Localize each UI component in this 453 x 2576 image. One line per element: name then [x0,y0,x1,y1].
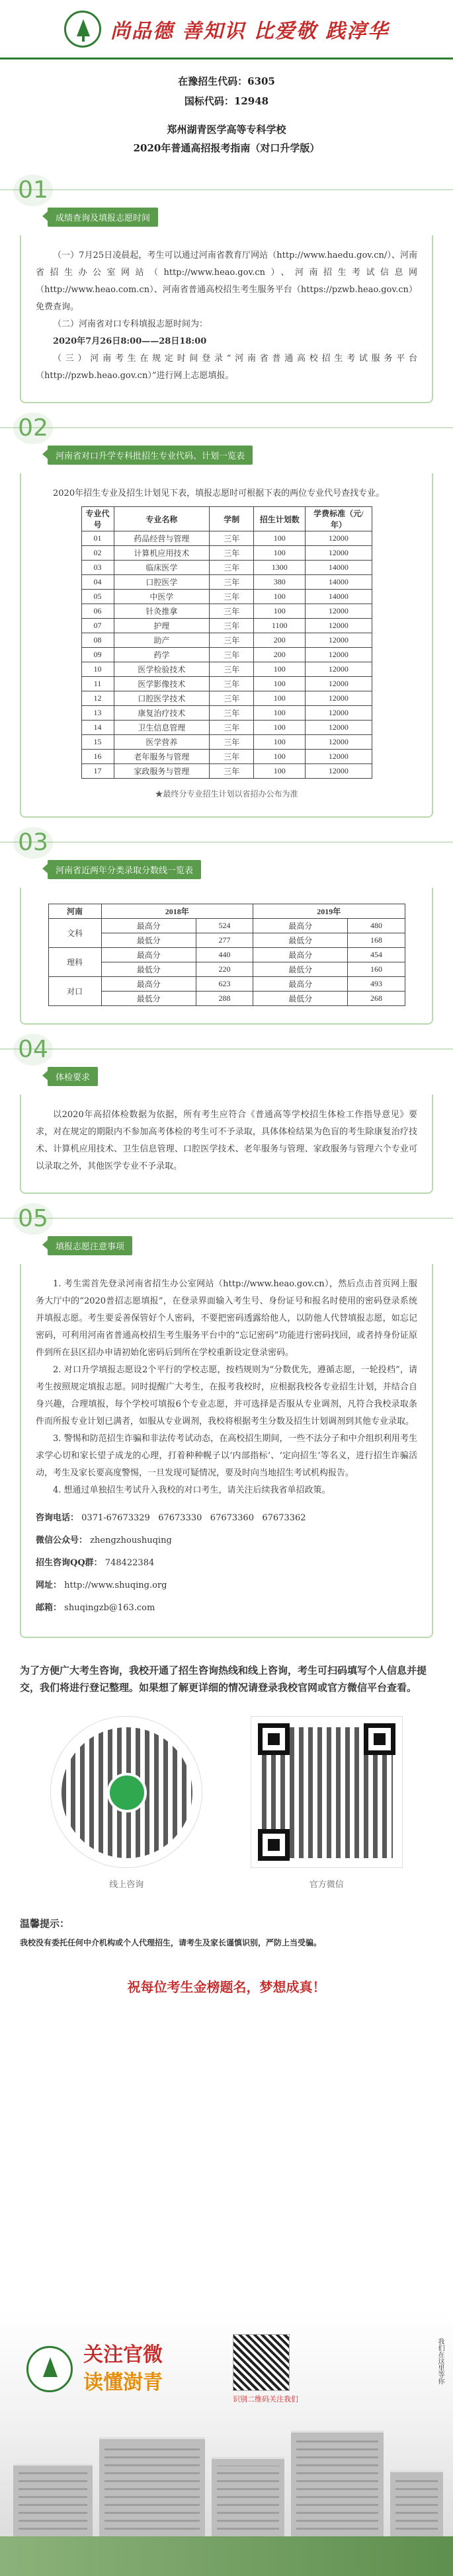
table-cell: 14000 [306,561,372,575]
table-row [48,962,405,977]
section-4-header [0,1029,453,1095]
table-cell: 04 [81,575,114,590]
table-cell: 助产 [114,633,210,648]
table-cell: 药品经营与管理 [114,531,210,546]
table-cell: 03 [81,561,114,575]
table-cell: 临床医学 [114,561,210,575]
section-divider [0,1048,453,1050]
table-cell: 623 [196,977,253,992]
table-header: 学费标准（元/年） [306,507,372,531]
table-cell: 12000 [306,531,372,546]
section-number: 04 [13,1034,53,1066]
section-number: 02 [13,412,53,444]
table-cell: 12000 [306,721,372,735]
paragraph: 3. 警惕和防范招生诈骗和非法传考试动态，在高校招生期间，一些不法分子和中介组织利用考生求学心切和家长望子成龙的心理，打着种种幌子以‘内部指标’、‘定向招生’等名义，进行招生诈骗活动，考生及家长要高度警惕，一旦发现可疑情况，要及时向当地招生考试机构报告。 [36,1434,417,1478]
category-cell: 理科 [48,948,101,977]
section-tag: 河南省对口升学专科批招生专业代码、计划一览表 [48,446,253,465]
table-cell: 医学营养 [114,735,210,750]
table-cell: 三年 [210,575,254,590]
table-cell: 12000 [306,662,372,677]
table-cell: 220 [196,962,253,977]
table-cell: 三年 [210,677,254,691]
warm-tips [0,1890,453,1950]
table-row [81,546,372,561]
table-cell: 12000 [306,750,372,764]
table-cell: 100 [254,531,306,546]
qr-finder [258,1723,290,1755]
table-cell: 最高分 [253,977,347,992]
table-cell: 07 [81,619,114,633]
table-cell: 454 [348,948,405,962]
building [390,2470,443,2536]
table-cell: 12000 [306,546,372,561]
major-plan-table [81,506,372,779]
enrollment-codes [0,59,453,111]
table-cell: 02 [81,546,114,561]
table-cell: 01 [81,531,114,546]
province-code: 在豫招生代码：6305 [178,75,275,87]
table-header-row [48,904,405,919]
table-cell: 12000 [306,648,372,662]
qq-label: 招生咨询QQ群： [36,1558,103,1568]
table-cell: 1100 [254,619,306,633]
building [99,2437,205,2536]
wechat-label: 微信公众号： [36,1536,88,1545]
table-caption: ★最终分专业招生计划以省招办公布为准 [155,789,298,799]
school-logo-icon [26,2346,73,2392]
table-cell: 16 [81,750,114,764]
table-cell: 医学影像技术 [114,677,210,691]
paragraph: 以2020年高招体检数据为依据，所有考生应符合《普通高等学校招生体检工作指导意见》要求，对在规定的期限内不参加高考体检的考生可不予录取，具体体检结果为色盲的考生除康复治疗技术、计算机应用技术、卫生信息管理、口腔医学技术、老年服务与管理、家政服务与管理六个专业可以录取之外，其他医学专业不予录取。 [36,1110,417,1171]
online-consult-qr-icon[interactable] [50,1716,202,1868]
phone-number[interactable]: 67673362 [262,1513,306,1523]
table-header: 专业代号 [81,507,114,531]
table-cell: 268 [348,992,405,1006]
table-cell: 12000 [306,706,372,721]
email-label: 邮箱： [36,1603,62,1613]
table-cell: 277 [196,933,253,948]
table-row [81,561,372,575]
contact-info [36,1507,417,1620]
document-title [0,111,453,157]
table-cell: 168 [348,933,405,948]
table-row [48,992,405,1006]
table-cell: 200 [254,648,306,662]
qr-finder [364,1723,395,1755]
table-cell: 最低分 [101,933,196,948]
footer-qr [233,2334,298,2404]
table-cell: 12000 [306,691,372,706]
table-cell: 288 [196,992,253,1006]
table-cell: 三年 [210,764,254,779]
table-cell: 15 [81,735,114,750]
consult-intro: 为了方便广大考生咨询，我校开通了招生咨询热线和线上咨询，考生可扫码填写个人信息并提交，我们将进行登记整理。如果想了解更详细的情况请登录我校官网或官方微信平台查看。 [20,1664,427,1694]
table-cell: 12000 [306,633,372,648]
table-cell: 最高分 [253,948,347,962]
website-label: 网址： [36,1581,62,1590]
section-1-header [0,169,453,235]
table-cell: 三年 [210,721,254,735]
table-cell: 100 [254,750,306,764]
section-3-header [0,822,453,888]
table-row [81,531,372,546]
section-2-body [20,473,433,818]
wechat-qr-icon[interactable] [251,1716,403,1868]
table-cell: 100 [254,604,306,619]
table-cell: 380 [254,575,306,590]
table-cell: 三年 [210,735,254,750]
qr-code-row [0,1696,453,1890]
year-header: 2018年 [101,904,253,919]
table-cell: 100 [254,677,306,691]
section-divider [0,841,453,843]
section-tag: 体检要求 [48,1067,98,1086]
table-cell: 524 [196,919,253,933]
qr-online-consult [50,1716,202,1890]
table-cell: 100 [254,764,306,779]
section-number: 03 [13,827,53,859]
table-cell: 卫生信息管理 [114,721,210,735]
table-cell: 老年服务与管理 [114,750,210,764]
paragraph: （二）河南省对口专科填报志愿时间为： [53,319,208,329]
section-tag: 填报志愿注意事项 [48,1236,132,1255]
table-cell: 三年 [210,604,254,619]
application-period: 2020年7月26日8:00——28日18:00 [53,336,207,346]
table-cell: 100 [254,706,306,721]
section-divider [0,189,453,190]
building [13,2464,93,2536]
phone-number[interactable]: 67673360 [210,1513,254,1523]
table-cell: 口腔医学技术 [114,691,210,706]
section-tag: 河南省近两年分类录取分数线一览表 [48,860,201,879]
table-cell: 14000 [306,575,372,590]
table-header: 学制 [210,507,254,531]
website-line [36,1575,417,1597]
campus-buildings-image [0,2417,453,2536]
table-row [81,735,372,750]
table-cell: 100 [254,735,306,750]
qr-caption: 线上咨询 [109,1880,144,1890]
paragraph: （三）河南考生在规定时间登录“河南省普通高校招生考试服务平台（http://pzwb.heao.gov.cn）”进行网上志愿填报。 [36,354,417,381]
footer-top [0,2312,453,2404]
closing-wish: 祝每位考生金榜题名，梦想成真！ [127,1979,326,1995]
table-row [48,933,405,948]
table-cell: 06 [81,604,114,619]
phone-line [36,1507,417,1530]
table-cell: 三年 [210,531,254,546]
table-cell: 最高分 [101,919,196,933]
table-cell: 493 [348,977,405,992]
table-header: 招生计划数 [254,507,306,531]
email-link[interactable]: shuqingzb@163.com [64,1603,155,1613]
table-cell: 三年 [210,633,254,648]
paragraph: （一）7月25日凌晨起，考生可以通过河南省教育厅网站（http://www.haedu.gov.cn/）、河南省招生办公室网站（http://www.heao.gov.cn）、河南招生考试信息网（http://www.heao.com.cn）、河南省普通高校招生考生服务平台（https://pzwb.heao.gov.cn）免费查询。 [36,251,417,312]
section-5-body [20,1264,433,1638]
table-cell: 12000 [306,619,372,633]
table-cell: 12000 [306,604,372,619]
table-cell: 口腔医学 [114,575,210,590]
school-name: 郑州湖青医学高等专科学校 [167,124,286,136]
table-row [48,948,405,962]
table-row [48,919,405,933]
footer-qr-caption: 识别二维码关注我们 [233,2395,298,2403]
paragraph: 2. 对口升学填报志愿设2个平行的学校志愿，按档规则为“分数优先，遵循志愿，一轮投档”，请考生按照规定填报志愿。同时提醒广大考生，在报考我校时，应根据我校各专业招生计划，并结合自身兴趣，合理填报，每个学校可填报6个专业志愿，并可选择是否服从专业调剂，凡符合我校录取条件而所报专业计划已满者，如服从专业调剂，我校将根据考生分数及招生计划调剂到其他专业录取。 [36,1365,417,1426]
tips-text: 我校没有委托任何中介机构或个人代理招生，请考生及家长谨慎识别，严防上当受骗。 [20,1938,322,1947]
header-banner [0,0,453,59]
qr-caption: 官方微信 [309,1880,344,1890]
score-table [48,904,405,1006]
region-cell: 河南 [48,904,101,919]
table-row [81,750,372,764]
table-row [81,721,372,735]
qr-official-wechat [251,1716,403,1890]
table-cell: 17 [81,764,114,779]
table-cell: 护理 [114,619,210,633]
table-cell: 09 [81,648,114,662]
table-cell: 三年 [210,561,254,575]
table-cell: 最低分 [101,962,196,977]
table-cell: 480 [348,919,405,933]
category-cell: 对口 [48,977,101,1006]
table-cell: 家政服务与管理 [114,764,210,779]
table-cell: 100 [254,546,306,561]
year-header: 2019年 [253,904,405,919]
section-1-body [20,235,433,403]
email-line [36,1597,417,1620]
mini-program-icon [107,1773,147,1813]
table-cell: 针灸推拿 [114,604,210,619]
table-cell: 三年 [210,619,254,633]
table-row [81,633,372,648]
section-2-header [0,407,453,473]
school-logo-icon [64,11,101,48]
footer-side-text: 我们在这里等你 [436,2338,444,2384]
section-number: 05 [13,1203,53,1235]
footer-banner [0,2312,453,2576]
table-cell: 1300 [254,561,306,575]
table-cell: 医学检验技术 [114,662,210,677]
section-5-header [0,1198,453,1264]
table-cell: 12 [81,691,114,706]
table-row [48,977,405,992]
table-cell: 100 [254,721,306,735]
table-row [81,590,372,604]
phone-label: 咨询电话： [36,1513,79,1523]
section-divider [0,427,453,428]
section-4-body [20,1095,433,1194]
table-row [81,619,372,633]
table-cell: 10 [81,662,114,677]
qq-line [36,1552,417,1575]
table-cell: 440 [196,948,253,962]
table-body [81,531,372,779]
table-row [81,706,372,721]
table-cell: 最高分 [101,948,196,962]
table-cell: 计算机应用技术 [114,546,210,561]
section-tag: 成绩查询及填报志愿时间 [48,208,158,227]
table-cell: 100 [254,691,306,706]
tips-title: 温馨提示： [20,1918,70,1930]
table-row [81,575,372,590]
table-cell: 最低分 [101,992,196,1006]
category-cell: 文科 [48,919,101,948]
table-row [81,764,372,779]
table-cell: 200 [254,633,306,648]
table-cell: 12000 [306,764,372,779]
table-cell: 三年 [210,691,254,706]
table-row [81,691,372,706]
table-cell: 最低分 [253,933,347,948]
slogan-line-2: 读懂澍青 [83,2371,163,2394]
section-divider [0,1218,453,1219]
slogan-line-1: 关注官微 [83,2343,163,2366]
school-motto: 尚品德 善知识 比爱敬 践淳华 [110,19,390,43]
table-cell: 08 [81,633,114,648]
table-cell: 11 [81,677,114,691]
table-cell: 中医学 [114,590,210,604]
website-link[interactable]: http://www.shuqing.org [64,1581,167,1590]
paragraph: 4. 想通过单独招生考试升入我校的对口考生，请关注后续我省单招政策。 [53,1485,331,1495]
phone-number[interactable]: 67673330 [158,1513,202,1523]
footer-slogan [83,2341,163,2397]
table-cell: 12000 [306,735,372,750]
section-3-body [20,888,433,1025]
table-cell: 最高分 [253,919,347,933]
table-cell: 05 [81,590,114,604]
section-number: 01 [13,175,53,206]
campus-ground [0,2536,453,2576]
table-cell: 三年 [210,590,254,604]
table-cell: 100 [254,662,306,677]
guide-title: 2020年普通高招报考指南（对口升学版） [133,142,320,154]
table-row [81,662,372,677]
table-cell: 三年 [210,546,254,561]
table-cell: 三年 [210,706,254,721]
table-cell: 三年 [210,662,254,677]
table-row [81,648,372,662]
table-cell: 最低分 [253,962,347,977]
table-header: 专业名称 [114,507,210,531]
paragraph: 1. 考生需首先登录河南省招生办公室网站（http://www.heao.gov.cn），然后点击首页网上服务大厅中的“2020普招志愿填报”，在登录界面输入考生号、身份证号和报名时使用的密码登录系统并填报志愿。考生要妥善保管好个人密码，不要把密码透露给他人，以防他人代替填报志愿，如忘记密码，可利用河南省普通高校招生考生服务平台中的“忘记密码”功能进行密码找回，或者持身份证原件到所在县区招办申请初始化密码后到所在学校重新设定登录密码。 [36,1279,417,1358]
table-cell: 14000 [306,590,372,604]
phone-number[interactable]: 0371-67673329 [81,1513,150,1523]
wechat-id: zhengzhoushuqing [90,1536,172,1545]
table-cell: 三年 [210,648,254,662]
table-cell: 药学 [114,648,210,662]
table-cell: 康复治疗技术 [114,706,210,721]
table-cell: 最高分 [101,977,196,992]
table-cell: 12000 [306,677,372,691]
paragraph: 2020年招生专业及招生计划见下表，填报志愿时可根据下表的两位专业代号查找专业。 [53,488,385,498]
qq-number: 748422384 [104,1558,155,1568]
table-cell: 三年 [210,750,254,764]
national-code: 国标代码：12948 [184,95,269,107]
table-cell: 14 [81,721,114,735]
table-row [81,604,372,619]
building [212,2457,284,2536]
qr-finder [258,1829,290,1861]
building [291,2431,384,2536]
table-row [81,677,372,691]
table-cell: 最低分 [253,992,347,1006]
footer-qr-icon[interactable] [233,2334,290,2391]
wechat-line [36,1530,417,1552]
table-cell: 160 [348,962,405,977]
table-cell: 13 [81,706,114,721]
table-body [48,919,405,1006]
table-cell: 100 [254,590,306,604]
table-header-row [81,507,372,531]
